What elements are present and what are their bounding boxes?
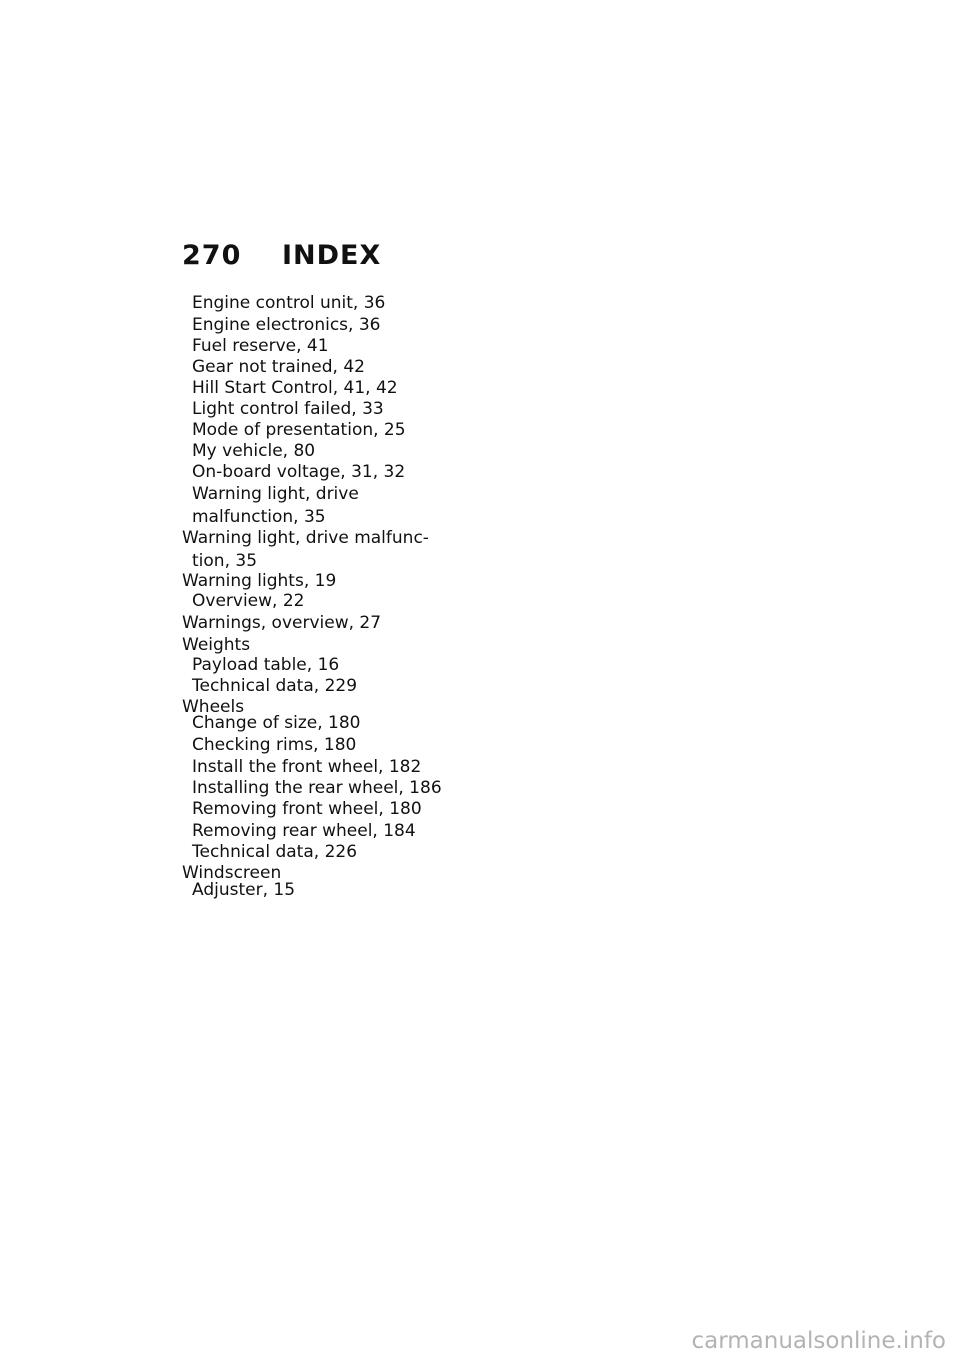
index-subentry: Checking rims, 180 bbox=[192, 735, 357, 755]
watermark-text: carmanualsonline.info bbox=[691, 1328, 946, 1354]
index-subentry: Fuel reserve, 41 bbox=[192, 336, 329, 356]
index-subentry: Installing the rear wheel, 186 bbox=[192, 778, 442, 798]
index-entry: Windscreen bbox=[182, 863, 282, 883]
index-subentry: Engine electronics, 36 bbox=[192, 315, 381, 335]
index-entry: Wheels bbox=[182, 697, 245, 717]
index-entry: Warning light, drive malfunc- bbox=[182, 528, 429, 548]
index-subentry: Hill Start Control, 41, 42 bbox=[192, 378, 398, 398]
index-subentry: Mode of presentation, 25 bbox=[192, 420, 406, 440]
index-subentry-continuation: malfunction, 35 bbox=[192, 507, 326, 527]
index-entry: Weights bbox=[182, 635, 251, 655]
index-subentry: Warning light, drive bbox=[192, 484, 359, 504]
index-subentry: Technical data, 226 bbox=[192, 842, 358, 862]
index-subentry: Removing rear wheel, 184 bbox=[192, 821, 416, 841]
index-subentry: Change of size, 180 bbox=[192, 713, 361, 733]
index-subentry: Removing front wheel, 180 bbox=[192, 799, 422, 819]
index-entry-continuation: tion, 35 bbox=[192, 551, 258, 571]
index-subentry: Light control failed, 33 bbox=[192, 399, 384, 419]
index-subentry: On-board voltage, 31, 32 bbox=[192, 462, 406, 482]
index-subentry: Payload table, 16 bbox=[192, 655, 340, 675]
index-subentry: Gear not trained, 42 bbox=[192, 357, 365, 377]
index-entry: Warnings, overview, 27 bbox=[182, 613, 382, 633]
page-number: 270 bbox=[182, 240, 242, 271]
index-subentry: Adjuster, 15 bbox=[192, 880, 296, 900]
index-entry: Warning lights, 19 bbox=[182, 571, 337, 591]
index-subentry: Engine control unit, 36 bbox=[192, 293, 386, 313]
index-subentry: My vehicle, 80 bbox=[192, 441, 316, 461]
index-subentry: Technical data, 229 bbox=[192, 676, 358, 696]
index-subentry: Overview, 22 bbox=[192, 591, 305, 611]
page-title: INDEX bbox=[282, 240, 382, 271]
index-subentry: Install the front wheel, 182 bbox=[192, 757, 422, 777]
page-header bbox=[182, 240, 381, 271]
